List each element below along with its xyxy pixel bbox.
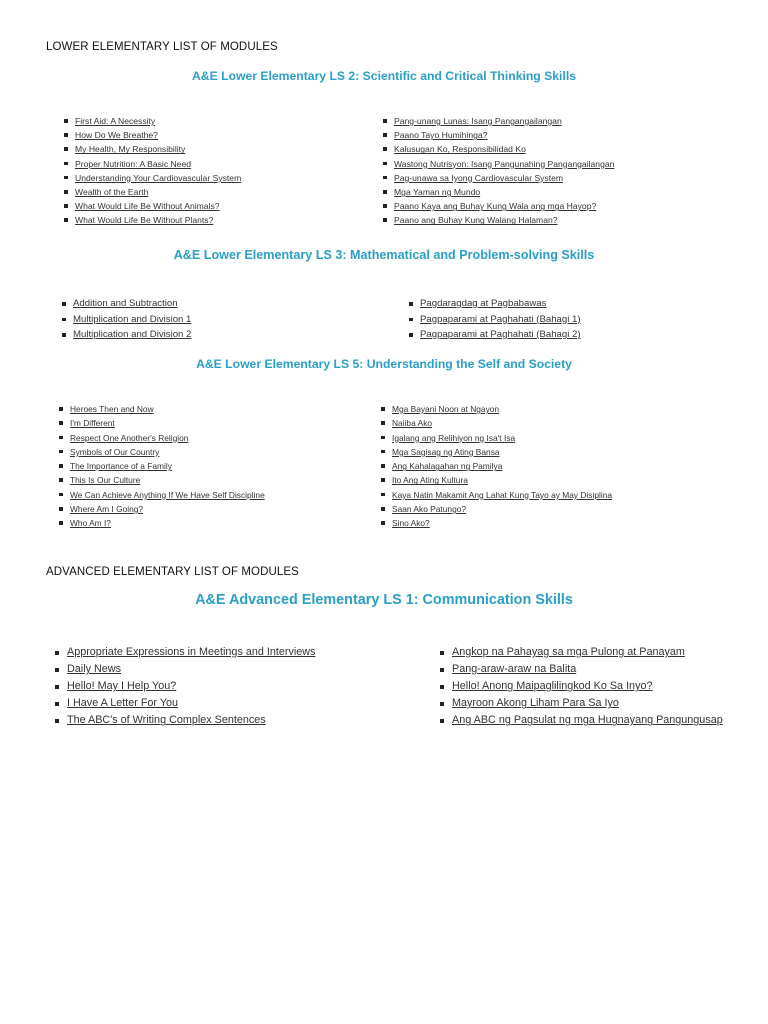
ls2-filipino-list (383, 114, 614, 228)
module-list-item (440, 712, 723, 729)
module-link[interactable]: Proper Nutrition: A Basic Need (75, 158, 192, 169)
module-list-item (62, 296, 191, 312)
module-link[interactable]: Saan Ako Patungo? (392, 504, 467, 515)
module-list-item (381, 459, 612, 473)
module-link[interactable]: Where Am I Going? (70, 504, 144, 515)
module-link[interactable]: My Health, My Responsibility (75, 144, 186, 155)
module-list-item (383, 142, 614, 156)
module-list-item (381, 473, 612, 487)
module-link[interactable]: Hello! Anong Maipaglilingkod Ko Sa Inyo? (452, 680, 653, 693)
module-list-item (59, 488, 265, 502)
module-list-item (64, 213, 241, 227)
module-link[interactable]: Respect One Another's Religion (70, 432, 189, 443)
module-list-item (64, 185, 241, 199)
ls5-filipino-list (381, 402, 612, 531)
module-link[interactable]: We Can Achieve Anything If We Have Self Discipline (70, 489, 265, 500)
module-link[interactable]: Pagpaparami at Paghahati (Bahagi 1) (420, 313, 581, 325)
module-link[interactable]: Appropriate Expressions in Meetings and Interviews (67, 646, 316, 658)
module-list-item (381, 502, 612, 516)
module-list-item (409, 296, 581, 312)
module-link[interactable]: Daily News (67, 663, 121, 676)
module-link[interactable]: Mayroon Akong Liham Para Sa Iyo (452, 697, 619, 710)
module-link[interactable]: Multiplication and Division 1 (73, 313, 192, 325)
module-list-item (62, 312, 191, 328)
module-list-item (383, 185, 614, 199)
module-list-item (381, 488, 612, 502)
module-list-item (55, 678, 315, 695)
module-link[interactable]: Pag-unawa sa Iyong Cardiovascular System (394, 172, 564, 183)
module-list-item (64, 199, 241, 213)
module-list-item (64, 171, 241, 185)
module-list-item (381, 431, 612, 445)
module-link[interactable]: What Would Life Be Without Plants? (75, 215, 214, 226)
module-list-item (55, 661, 315, 678)
module-link[interactable]: Pagpaparami at Paghahati (Bahagi 2) (420, 329, 581, 340)
module-link[interactable]: Heroes Then and Now (70, 404, 154, 414)
module-list-item (64, 128, 241, 142)
module-link[interactable]: What Would Life Be Without Animals? (75, 201, 220, 212)
module-link[interactable]: Paano Tayo Humihinga? (394, 130, 488, 141)
module-list-item (383, 199, 614, 213)
module-list-item (383, 114, 614, 128)
module-link[interactable]: I Have A Letter For You (67, 697, 179, 710)
module-link[interactable]: Addition and Subtraction (73, 298, 178, 309)
module-list-item (55, 695, 315, 712)
advanced-ls1-title: A&E Advanced Elementary LS 1: Communication Skills (195, 592, 573, 608)
module-list-item (55, 644, 315, 661)
module-link[interactable]: Understanding Your Cardiovascular System (75, 172, 242, 183)
module-link[interactable]: I'm Different (70, 418, 115, 429)
module-link[interactable]: Pagdaragdag at Pagbabawas (420, 298, 547, 309)
module-list-item (64, 142, 241, 156)
module-list-item (440, 678, 723, 695)
module-list-item (440, 661, 723, 678)
module-link[interactable]: Mga Yaman ng Mundo (394, 187, 481, 198)
module-list-item (59, 431, 265, 445)
module-link[interactable]: Naiiba Ako (392, 418, 433, 429)
module-list-item (62, 327, 191, 343)
module-list-item (55, 712, 315, 729)
module-link[interactable]: Mga Sagisag ng Ating Bansa (392, 446, 500, 457)
module-link[interactable]: Paano ang Buhay Kung Walang Halaman? (394, 215, 558, 226)
module-link[interactable]: Mga Bayani Noon at Ngayon (392, 404, 500, 414)
module-link[interactable]: Hello! May I Help You? (67, 680, 177, 693)
advanced-ls1-filipino-list (440, 644, 723, 729)
module-list-item (381, 516, 612, 530)
module-list-item (383, 213, 614, 227)
module-link[interactable]: This Is Our Culture (70, 475, 141, 486)
module-list-item (59, 473, 265, 487)
module-list-item (381, 445, 612, 459)
module-link[interactable]: First Aid: A Necessity (75, 116, 156, 126)
module-list-item (64, 157, 241, 171)
module-link[interactable]: Multiplication and Division 2 (73, 329, 192, 340)
module-list-item (59, 445, 265, 459)
module-link[interactable]: Symbols of Our Country (70, 446, 160, 457)
module-link[interactable]: Wealth of the Earth (75, 187, 149, 198)
module-link[interactable]: Paano Kaya ang Buhay Kung Wala ang mga Hayop? (394, 201, 597, 212)
module-link[interactable]: Sino Ako? (392, 518, 430, 529)
module-list-item (440, 695, 723, 712)
advanced-ls1-english-list (55, 644, 315, 729)
module-link[interactable]: Igalang ang Relihiyon ng Isa't Isa (392, 432, 516, 443)
module-list-item (383, 171, 614, 185)
module-link[interactable]: Ang ABC ng Pagsulat ng mga Hugnayang Pangungusap (452, 714, 723, 727)
ls5-title: A&E Lower Elementary LS 5: Understanding the Self and Society (196, 357, 572, 371)
module-list-item (59, 402, 265, 416)
module-list-item (381, 402, 612, 416)
module-list-item (59, 416, 265, 430)
module-link[interactable]: Who Am I? (70, 518, 111, 529)
module-list-item (440, 644, 723, 661)
module-list-item (59, 516, 265, 530)
lower-elementary-heading: LOWER ELEMENTARY LIST OF MODULES (46, 41, 278, 53)
module-list-item (59, 459, 265, 473)
ls3-english-list (62, 296, 191, 343)
module-list-item (59, 502, 265, 516)
module-list-item (64, 114, 241, 128)
module-list-item (383, 157, 614, 171)
module-link[interactable]: Kalusugan Ko, Responsibilidad Ko (394, 144, 526, 155)
ls3-title: A&E Lower Elementary LS 3: Mathematical and Problem-solving Skills (173, 248, 595, 262)
ls5-english-list (59, 402, 265, 531)
module-link[interactable]: Ang Kahalagahan ng Pamilya (392, 461, 503, 472)
advanced-elementary-heading: ADVANCED ELEMENTARY LIST OF MODULES (46, 566, 299, 578)
module-list-item (381, 416, 612, 430)
ls3-filipino-list (409, 296, 581, 343)
module-link[interactable]: Pang-unang Lunas: Isang Pangangailangan (394, 116, 562, 126)
module-list-item (409, 312, 581, 328)
module-link[interactable]: The Importance of a Family (70, 461, 172, 472)
module-link[interactable]: Pang-araw-araw na Balita (452, 663, 577, 676)
module-list-item (383, 128, 614, 142)
module-link[interactable]: Kaya Natin Makamit Ang Lahat Kung Tayo ay May Disiplina (392, 489, 613, 500)
ls2-english-list (64, 114, 241, 228)
module-link[interactable]: Wastong Nutrisyon: Isang Pangunahing Pangangailangan (394, 158, 615, 169)
module-list-item (409, 327, 581, 343)
module-link[interactable]: Angkop na Pahayag sa mga Pulong at Panayam (452, 646, 685, 658)
ls2-title: A&E Lower Elementary LS 2: Scientific and Critical Thinking Skills (191, 69, 576, 83)
module-link[interactable]: How Do We Breathe? (75, 130, 158, 141)
module-link[interactable]: The ABC's of Writing Complex Sentences (67, 714, 266, 727)
module-link[interactable]: Ito Ang Ating Kultura (392, 475, 468, 486)
